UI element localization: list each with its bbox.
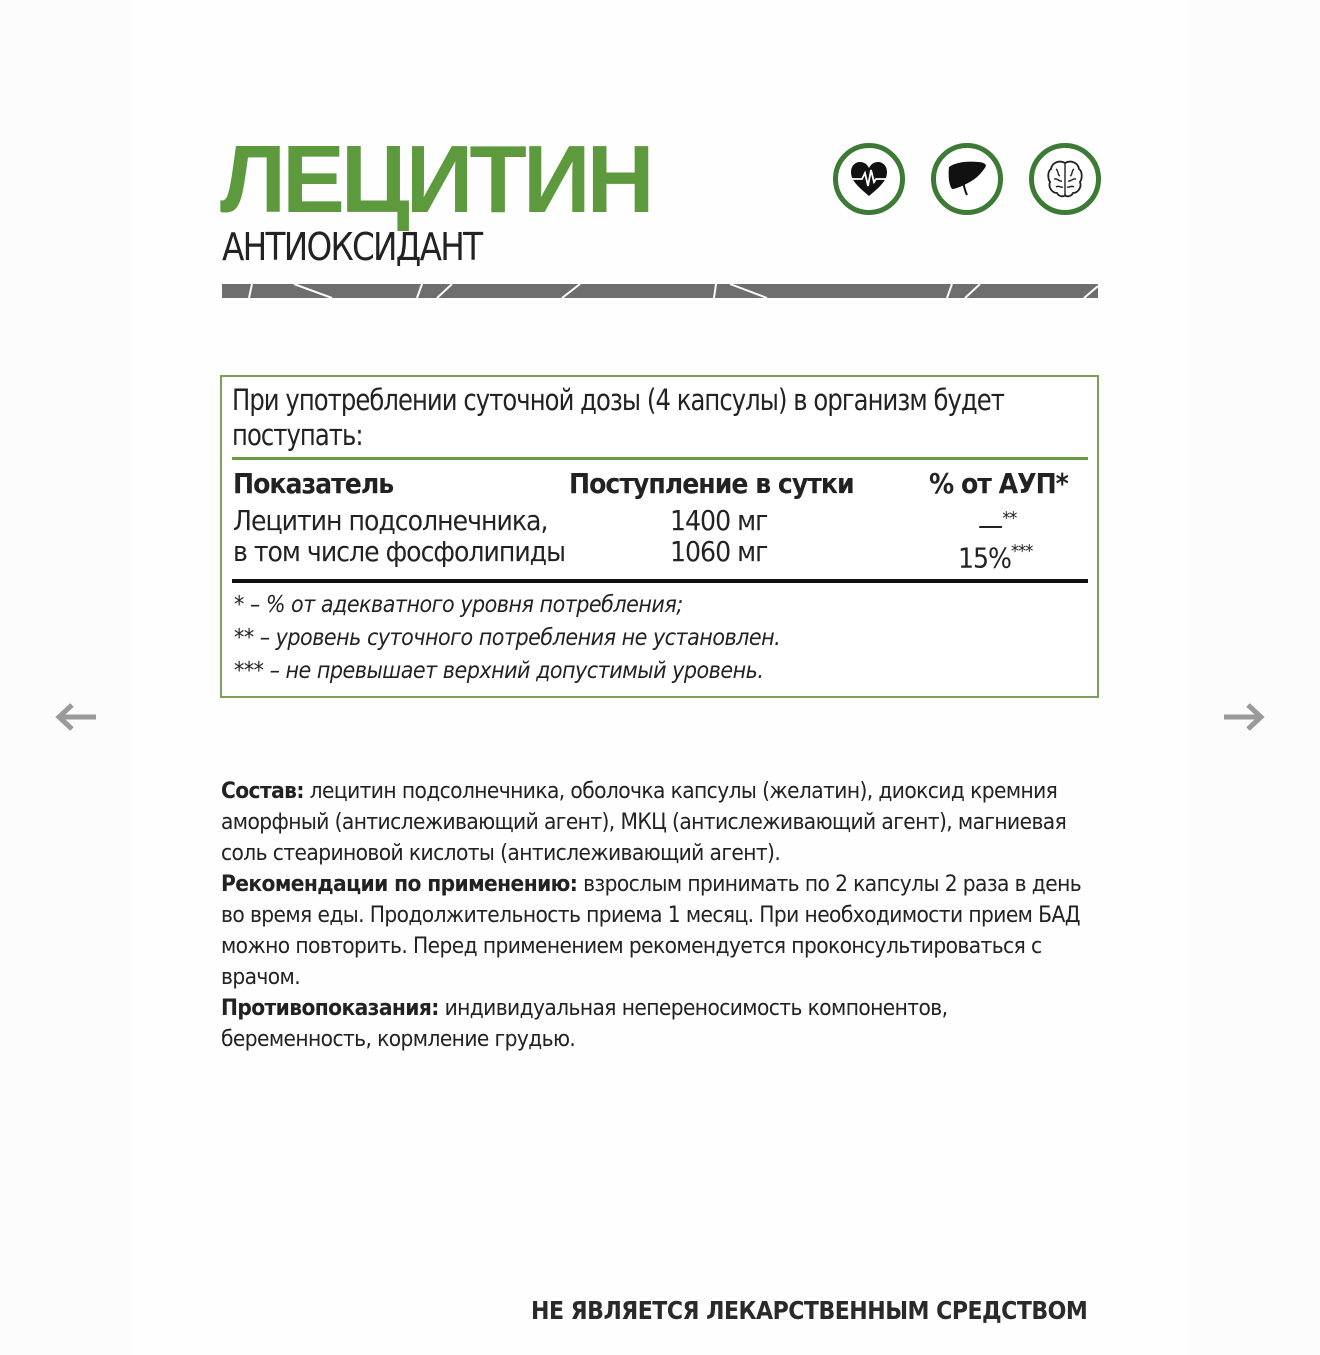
liver-icon [931,143,1003,215]
contra-text: индивидуальная непереносимость компонентов, беременность, кормление грудью. [221,995,948,1052]
nutrition-info-box [220,375,1099,698]
usage-text: взрослым принимать по 2 капсулы 2 раза в день во время еды. Продолжительность приема 1 месяц. При необходимости прием БАД можно повторить. Перед применением рекомендуется проконсультироваться с врачом. [221,871,1082,990]
column-header-percent: % от АУП* [929,467,1068,500]
composition-text: лецитин подсолнечника, оболочка капсулы (желатин), диоксид кремния аморфный (антислеживающий агент), МКЦ (антислеживающий агент), магниевая соль стеариновой кислоты (антислеживающий агент). [221,778,1067,866]
brain-icon [1029,143,1101,215]
black-divider [232,579,1088,583]
column-header-indicator: Показатель [233,467,394,500]
footnote-1: * – % от адекватного уровня потребления; [234,592,683,618]
heart-pulse-icon [833,143,905,215]
arrow-left-icon [54,700,98,734]
row-1-amount: 1400 мг [670,504,768,537]
benefit-icons [833,143,1101,215]
footnote-3: *** – не превышает верхний допустимый уровень. [234,658,764,684]
contraindications [221,993,1101,1055]
row-1-percent: —** [978,508,1017,542]
row-1-name: Лецитин подсолнечника, [233,504,548,537]
arrow-right-icon [1222,700,1266,734]
green-divider [232,457,1088,460]
footnote-2: ** – уровень суточного потребления не установлен. [234,625,781,651]
usage [221,869,1101,993]
previous-image-button[interactable] [54,700,98,734]
product-subtitle: АНТИОКСИДАНТ [222,225,482,269]
decorative-divider [222,284,1098,298]
dose-intro: При употреблении суточной дозы (4 капсулы) в организм будет поступать: [232,383,1004,452]
usage-label: Рекомендации по применению: [221,871,578,897]
contra-label: Противопоказания: [221,995,439,1021]
product-title: ЛЕЦИТИН [220,126,651,233]
product-description [221,776,1101,1055]
composition [221,776,1101,869]
row-2-percent: 15%*** [958,541,1033,575]
row-2-name: в том числе фосфолипиды [233,535,565,568]
composition-label: Состав: [221,778,304,804]
next-image-button[interactable] [1222,700,1266,734]
row-2-amount: 1060 мг [670,535,768,568]
column-header-daily-intake: Поступление в сутки [569,467,854,500]
disclaimer: НЕ ЯВЛЯЕТСЯ ЛЕКАРСТВЕННЫМ СРЕДСТВОМ [531,1296,1088,1325]
